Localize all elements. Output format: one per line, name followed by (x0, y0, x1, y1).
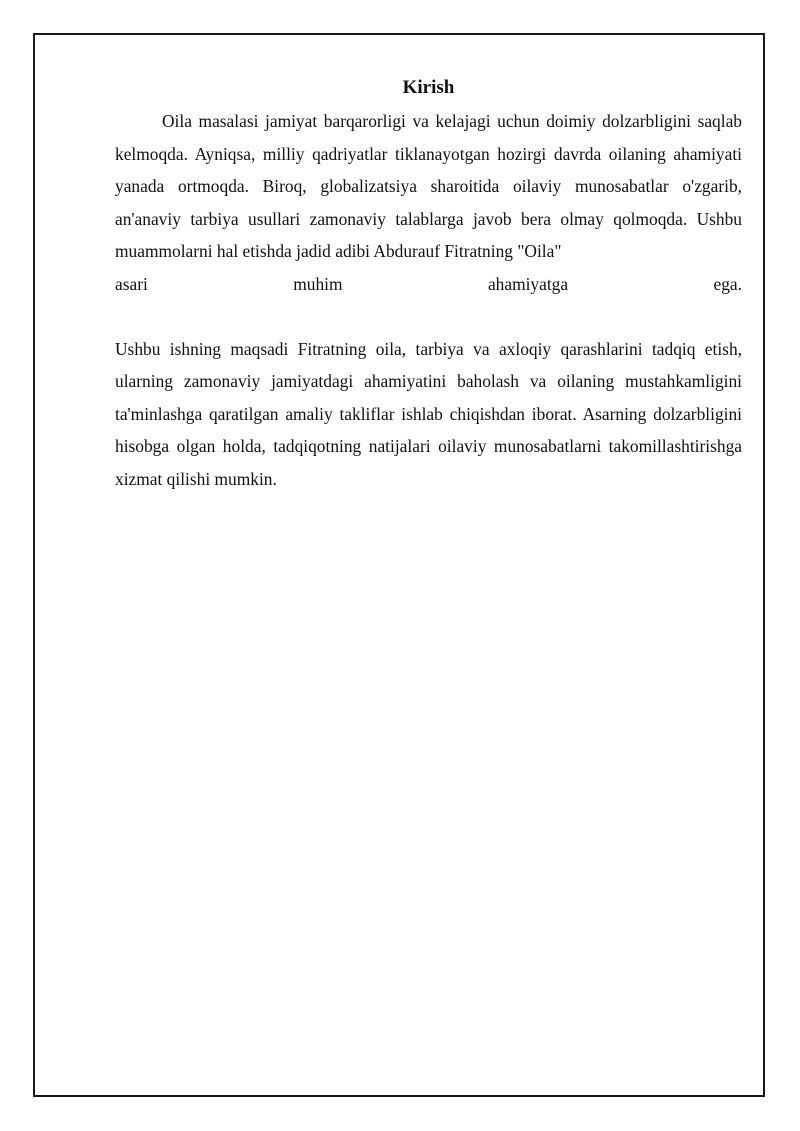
paragraph-spacer (115, 301, 742, 333)
intro-paragraph-last-line: asari muhim ahamiyatga ega. (115, 273, 742, 294)
aim-paragraph: Ushbu ishning maqsadi Fitratning oila, tarbiya va axloqiy qarashlarini tadqiq etish, ularning zamonaviy jamiyatdagi ahamiyatini baholash va oilaning mustahkamligini ta'minlashga qaratilgan amaliy takliflar ishlab chiqishdan iborat. Asarning dolzarbligini hisobga olgan holda, tadqiqotning natijalari oilaviy munosabatlarni takomillashtirishga xizmat qilishi mumkin. (115, 338, 742, 489)
intro-paragraph-body: Oila masalasi jamiyat barqarorligi va kelajagi uchun doimiy dolzarbligini saqlab kelmoqda. Ayniqsa, milliy qadriyatlar tiklanayotgan hozirgi davrda oilaning ahamiyati yanada ortmoqda. Biroq, globalizatsiya sharoitida oilaviy munosabatlar o'zgarib, an'anaviy tarbiya usullari zamonaviy talablarga javob bera olmay qolmoqda. Ushbu muammolarni hal etishda jadid adibi Abdurauf Fitratning "Oila" (115, 111, 742, 262)
section-title: Kirish (402, 77, 455, 98)
intro-paragraph (115, 105, 742, 268)
document-body (115, 75, 742, 496)
